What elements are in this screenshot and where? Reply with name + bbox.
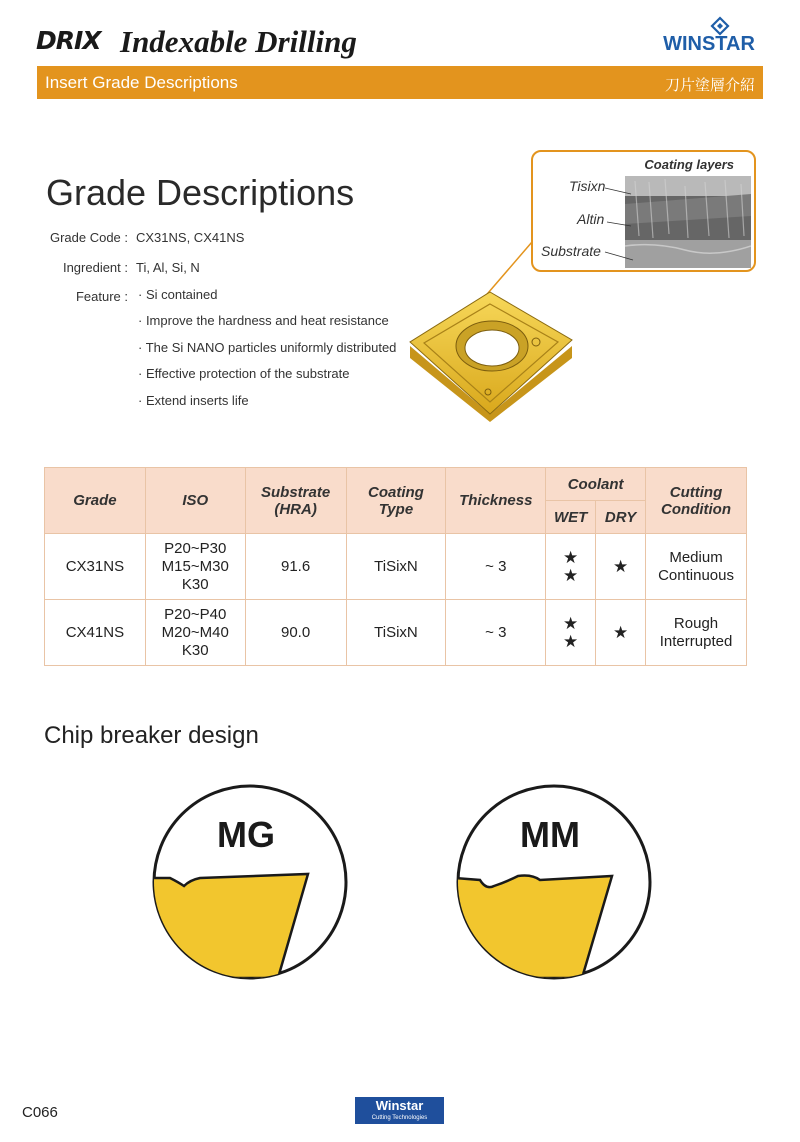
chip-breaker-mg-diagram [150,782,350,982]
ingredient-label: Ingredient : [62,260,128,275]
layer-pointer-lines [603,176,639,268]
cell-substrate: 90.0 [245,600,346,666]
grade-code-label: Grade Code : [49,230,128,245]
cell-cutting: Rough Interrupted [646,600,747,666]
section-title: Insert Grade Descriptions [45,73,238,92]
header-cutting-condition: Cutting Condition [646,468,747,534]
feature-label: Feature : [75,289,128,304]
table-row [45,600,747,666]
layer-label-substrate: Substrate [541,243,601,259]
drix-logo: DRIX [36,26,101,55]
winstar-logo-text: WINSTAR [663,33,755,55]
cell-substrate: 91.6 [245,534,346,600]
layer-label-altin: Altin [577,211,605,227]
header-coating-type: Coating Type [346,468,446,534]
feature-item: · Si contained [138,287,218,302]
cell-thickness: ~ 3 [446,534,546,600]
chip-label-mm: MM [520,814,580,855]
cell-iso: P20~P30 M15~M30 K30 [145,534,245,600]
cell-grade: CX41NS [45,600,146,666]
header-iso: ISO [145,468,245,534]
coating-title: Coating layers [644,157,734,172]
cell-coating: TiSixN [346,534,446,600]
cell-wet-rating: ★ ★ [546,600,596,666]
coating-layers-box [531,150,756,272]
grade-table [44,467,747,666]
cell-cutting: Medium Continuous [646,534,747,600]
section-title-cn: 刀片塗層介紹 [664,76,755,94]
section-bar [37,66,763,99]
header-thickness: Thickness [446,468,546,534]
table-header-row [45,468,747,501]
table-row [45,534,747,600]
footer-winstar-logo [355,1097,444,1124]
cell-coating: TiSixN [346,600,446,666]
header-wet: WET [546,501,596,534]
winstar-logo [654,16,764,56]
cell-iso: P20~P40 M20~M40 K30 [145,600,245,666]
chip-breaker-mm-diagram [454,782,654,982]
cell-dry-rating: ★ [596,534,646,600]
cell-grade: CX31NS [45,534,146,600]
cell-thickness: ~ 3 [446,600,546,666]
header-substrate: Substrate (HRA) [245,468,346,534]
header-grade: Grade [45,468,146,534]
feature-item: · The Si NANO particles uniformly distributed [138,340,397,355]
page-number: C066 [22,1104,58,1121]
grade-heading: Grade Descriptions [46,172,355,213]
coating-micrograph [625,176,751,268]
feature-item: · Improve the hardness and heat resistance [138,313,389,328]
insert-illustration [402,288,578,424]
ingredient-value: Ti, Al, Si, N [136,260,200,275]
cell-wet-rating: ★ ★ [546,534,596,600]
feature-item: · Effective protection of the substrate [138,366,350,381]
page-title: Indexable Drilling [120,24,357,59]
chip-label-mg: MG [217,814,275,855]
header-dry: DRY [596,501,646,534]
chip-breaker-heading: Chip breaker design [44,722,259,749]
header-coolant: Coolant [546,468,646,501]
footer-logo-name: Winstar [375,1098,424,1113]
cell-dry-rating: ★ [596,600,646,666]
grade-code-value: CX31NS, CX41NS [136,230,245,245]
feature-item: · Extend inserts life [138,393,249,408]
layer-label-tisixn: Tisixn [569,178,606,194]
footer-logo-tagline: Cutting Technologies [371,1115,428,1121]
